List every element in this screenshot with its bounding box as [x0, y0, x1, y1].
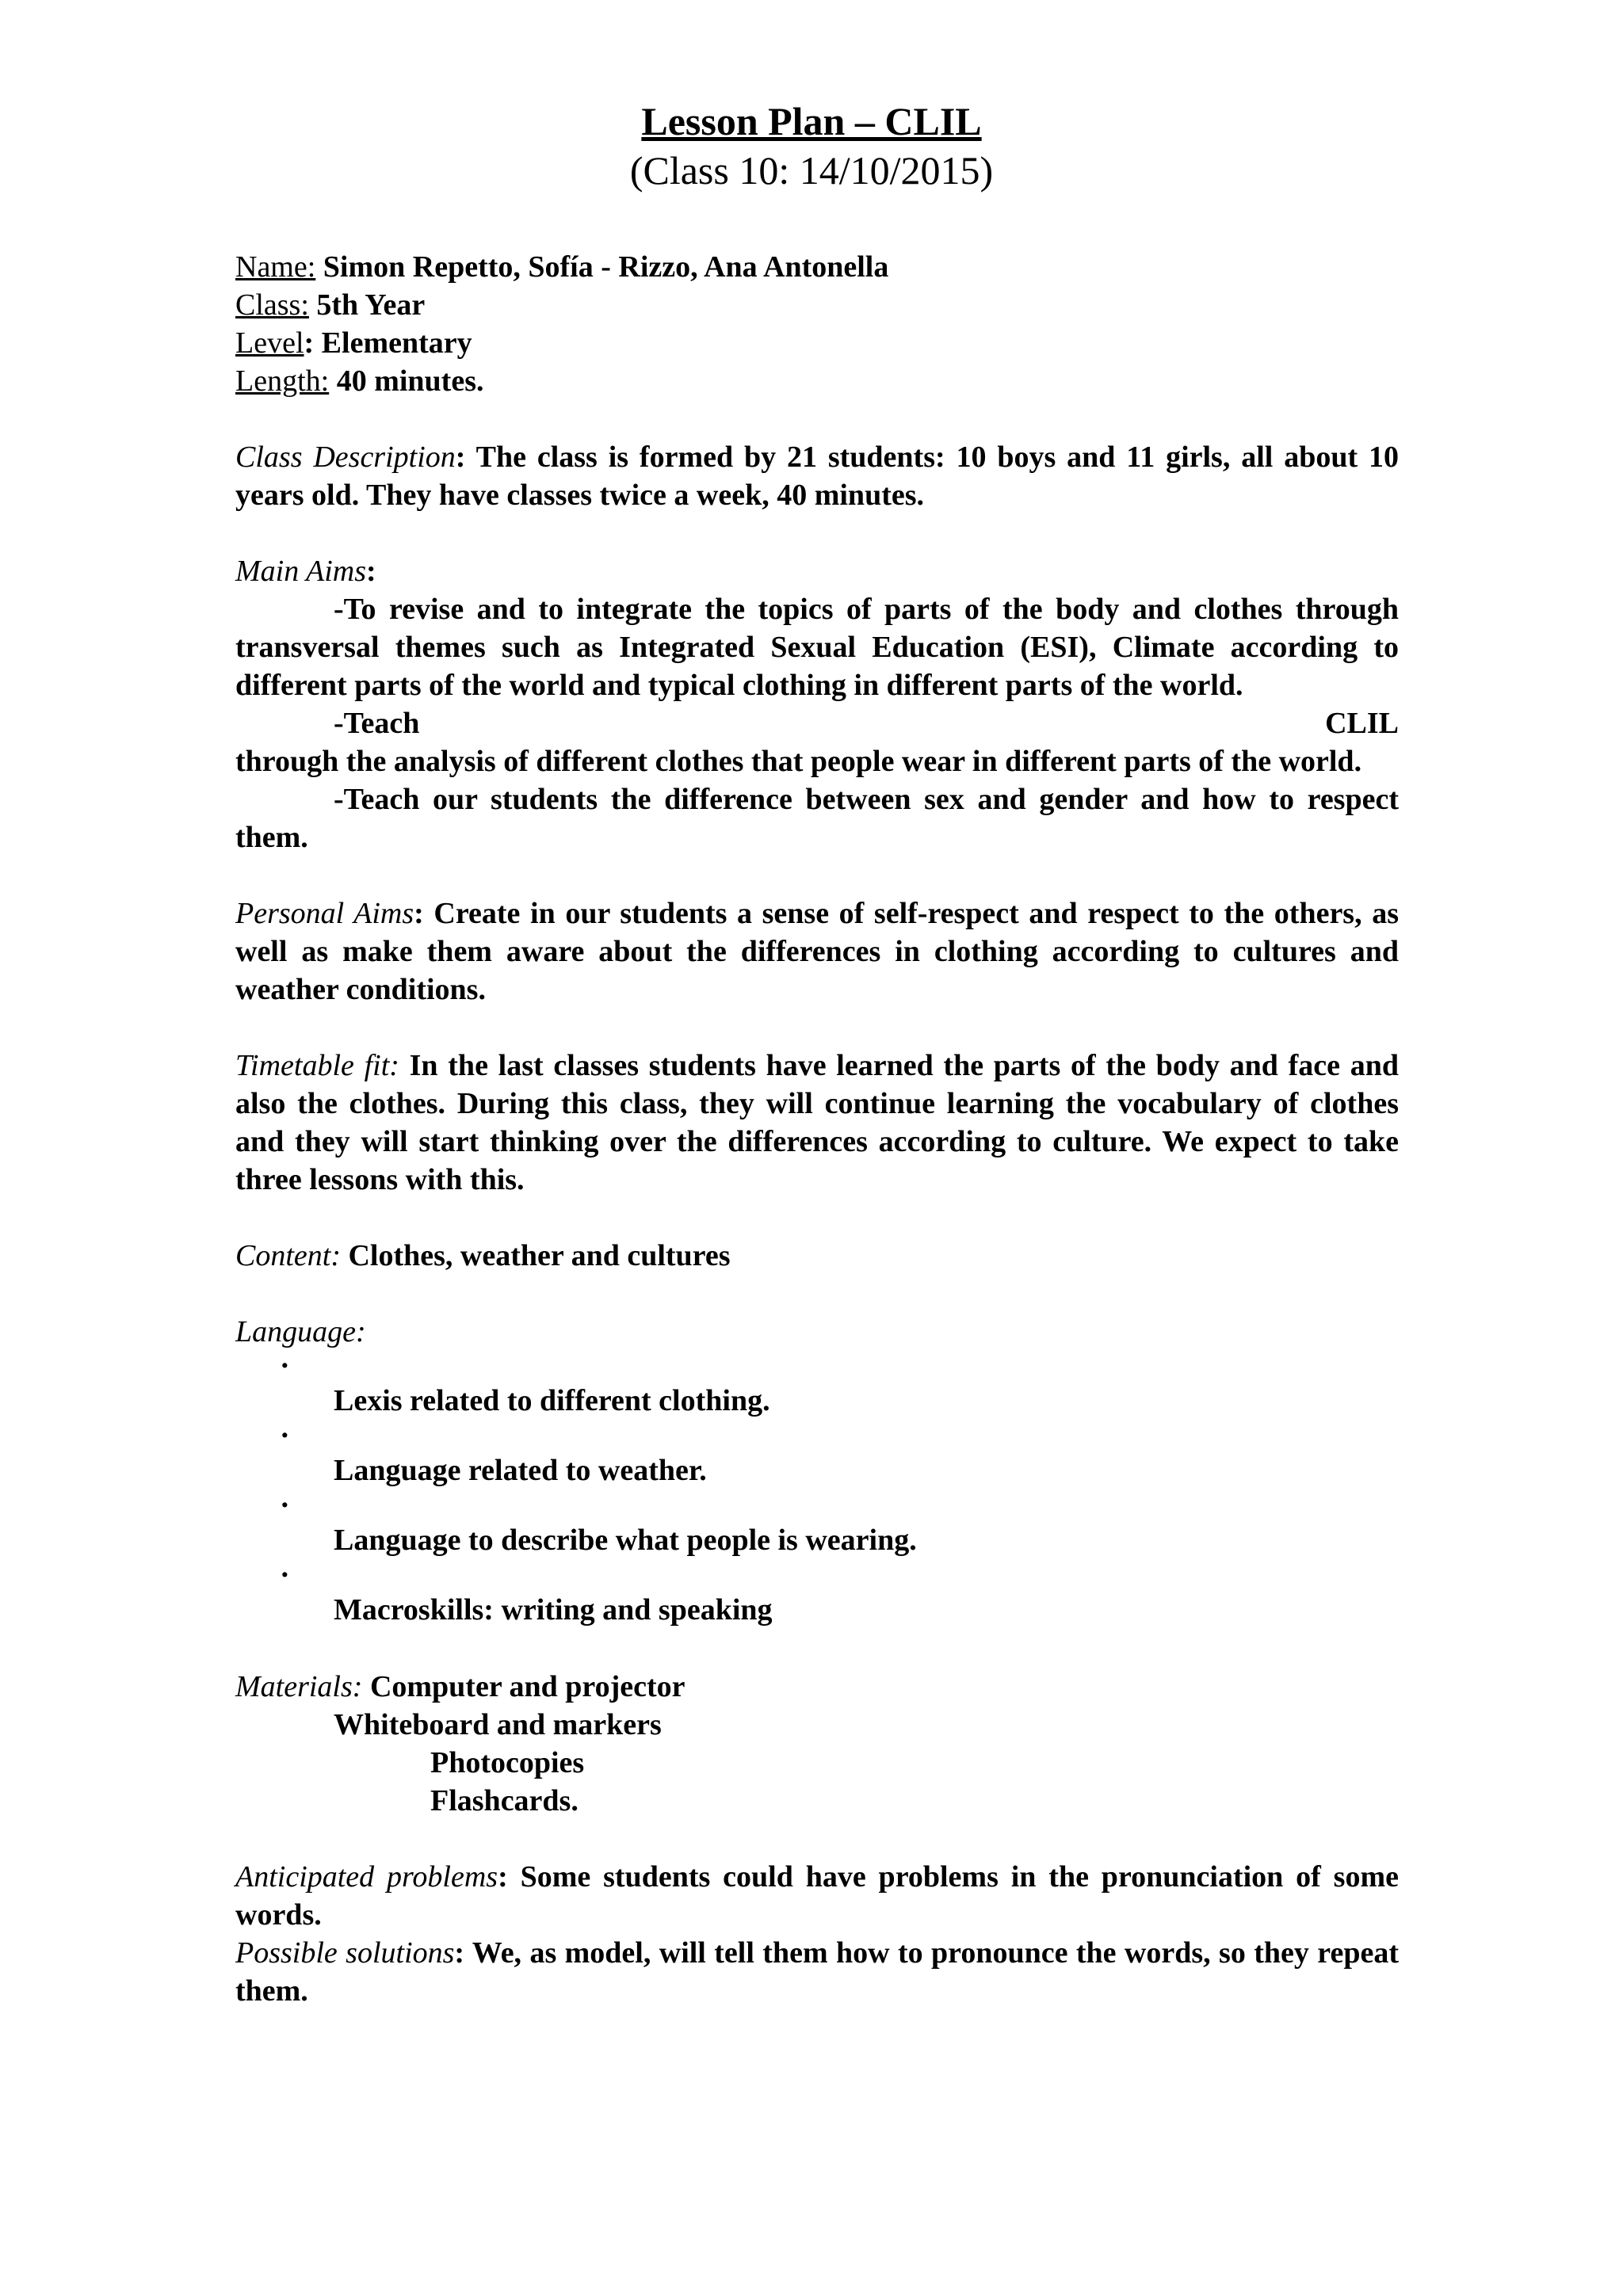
class-label: Class:: [235, 288, 309, 322]
header: [0, 97, 1623, 195]
possible-solutions-text: : We, as model, will tell them how to pronounce the words, so they repeat them.: [235, 1936, 1399, 2008]
language-bullet: ·: [280, 1349, 290, 1383]
length-label: Length:: [235, 364, 330, 398]
language-bullet: ·: [280, 1558, 290, 1592]
language-bullet: ·: [280, 1489, 290, 1522]
personal-aims: [235, 894, 1399, 1009]
anticipated-problems: [235, 1858, 1399, 1934]
possible-solutions: [235, 1934, 1399, 2010]
main-aims-heading: [235, 552, 1399, 590]
name-row: [235, 248, 1399, 286]
length-row: [235, 362, 1399, 400]
language-label: Language:: [235, 1315, 366, 1348]
timetable-fit: [235, 1047, 1399, 1199]
class-description: [235, 438, 1399, 514]
name-label: Name:: [235, 250, 316, 284]
language-bullet: ·: [280, 1419, 290, 1452]
main-aims-label: Main Aims: [235, 555, 367, 588]
anticipated-problems-label: Anticipated problems: [235, 1860, 498, 1894]
main-aim-2-end: CLIL: [1325, 707, 1399, 740]
materials-item: Computer and projector: [362, 1670, 685, 1703]
personal-aims-label: Personal Aims: [235, 897, 414, 930]
class-description-text: : The class is formed by 21 students: 10 boys and 11 girls, all about 10 years old. They have classes twice a week, 40 minutes.: [235, 441, 1399, 512]
class-row: [235, 286, 1399, 324]
content-text: Clothes, weather and cultures: [340, 1239, 731, 1272]
page-subtitle: (Class 10: 14/10/2015): [629, 148, 994, 193]
main-aims-colon: :: [366, 555, 376, 588]
page-title: Lesson Plan – CLIL: [641, 99, 982, 143]
anticipated-problems-text: : Some students could have problems in the pronunciation of some words.: [235, 1860, 1399, 1932]
language-item: Language to describe what people is wearing.: [334, 1524, 917, 1557]
language-item: Macroskills: writing and speaking: [334, 1593, 773, 1627]
main-aim-2-start: -Teach: [334, 707, 420, 740]
materials-item: Flashcards.: [430, 1784, 579, 1817]
name-value: Simon Repetto, Sofía - Rizzo, Ana Antonella: [315, 250, 889, 284]
document-body: [235, 248, 1399, 2010]
level-row: [235, 324, 1399, 362]
main-aim-3: -Teach our students the difference between sex and gender and how to respect them.: [235, 783, 1399, 854]
materials-item: Whiteboard and markers: [334, 1708, 662, 1741]
level-label: Level: [235, 326, 304, 360]
content-row: [235, 1237, 1399, 1275]
personal-aims-text: : Create in our students a sense of self-respect and respect to the others, as well as make them aware about the differences in clothing according to cultures and weather conditions.: [235, 897, 1399, 1006]
content-label: Content:: [235, 1239, 341, 1272]
timetable-fit-label: Timetable fit:: [235, 1049, 399, 1082]
materials-label: Materials:: [235, 1670, 363, 1703]
level-value: : Elementary: [304, 326, 472, 360]
class-description-label: Class Description: [235, 441, 456, 474]
main-aim-1: -To revise and to integrate the topics of parts of the body and clothes through transversal themes such as Integrated Sexual Education (ESI), Climate according to different parts of the world and typical clothing in different parts of the world.: [235, 593, 1399, 702]
length-value: 40 minutes.: [329, 364, 484, 398]
language-heading: [235, 1313, 1399, 1351]
language-item: Language related to weather.: [334, 1454, 707, 1487]
main-aim-2-first-line: [235, 704, 1399, 742]
main-aim-2-rest: through the analysis of different clothes that people wear in different parts of the world.: [235, 745, 1362, 778]
possible-solutions-label: Possible solutions: [235, 1936, 455, 1970]
materials-item: Photocopies: [430, 1746, 585, 1779]
class-value: 5th Year: [308, 288, 426, 322]
timetable-fit-text: In the last classes students have learned the parts of the body and face and also the clothes. During this class, they will continue learning the vocabulary of clothes and they will start thinking over the differences according to culture. We expect to take three lessons with this.: [235, 1049, 1400, 1196]
materials-row: [235, 1668, 1399, 1706]
language-item: Lexis related to different clothing.: [334, 1384, 770, 1417]
